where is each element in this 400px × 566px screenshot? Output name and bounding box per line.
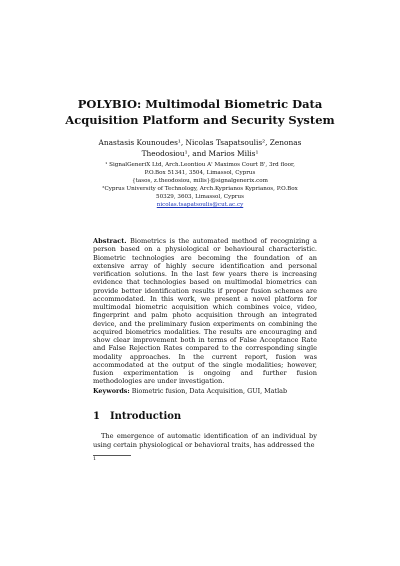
authors-line-2: Theodosiou¹, and Marios Milis¹ <box>141 148 259 158</box>
section-number: 1 <box>93 411 100 422</box>
email-link[interactable]: nicolas.tsapatsoulis@cut.ac.cy <box>156 202 244 208</box>
author-list <box>80 138 320 159</box>
footnote-mark: 1 <box>93 456 97 462</box>
abstract <box>93 237 317 386</box>
intro-paragraph: The emergence of automatic identification of an individual by using certain physiological or behavioral traits, has addressed the <box>93 432 317 449</box>
abstract-text: Biometrics is the automated method of recognizing a person based on a physiological or behavioural characteristic. Biometric technologies are becoming the foundation of an extensive array of highly secure identification and personal verification solutions. In the last few years there is increasing evidence that technologies based on multimodal biometrics can provide better identification results if proper fusion schemes are accommodated. In this work, we present a novel platform for multimodal biometric acquisition which combines voice, video, fingerprint and palm photo acquisition through an integrated device, and the preliminary fusion experiments on combining the acquired biometrics modalities. The results are encouraging and show clear improvement both in terms of False Acceptance Rate and False Rejection Rates compared to the corresponding single modality approaches. In the current report, fusion was accommodated at the output of the single modalities; however, fusion experimentation is ongoing and further fusion methodologies are under investigation. <box>93 237 317 386</box>
abstract-label: Abstract. <box>93 237 127 245</box>
affiliations <box>80 161 320 209</box>
affiliation-line: {tasos, z.theodosiou, milis}@signalgenerix.com <box>132 178 268 184</box>
affiliation-line: ¹ SignalGeneriX Ltd, Arch.Leontiou A' Maximos Court B', 3rd floor, <box>105 162 295 168</box>
affiliation-line: P.O.Box 51341, 3504, Limassol, Cyprus <box>144 170 256 176</box>
affiliation-line: 50329, 3603, Limassol, Cyprus <box>156 194 244 200</box>
authors-line-1: Anastasis Kounoudes¹, Nicolas Tsapatsoulis², Zenonas <box>98 138 302 147</box>
keywords-text: Biometric fusion, Data Acquisition, GUI, Matlab <box>131 387 288 395</box>
affiliation-line: ²Cyprus University of Technology, Arch.Kyprianos Kyprianos, P.O.Box <box>102 186 298 192</box>
keywords-label: Keywords: <box>93 387 130 395</box>
section-title: Introduction <box>109 411 182 422</box>
section-heading <box>93 411 181 423</box>
paper-title: POLYBIO: Multimodal Biometric Data Acquisition Platform and Security System <box>65 97 335 127</box>
footnote-rule <box>93 455 131 456</box>
keywords <box>93 387 317 395</box>
